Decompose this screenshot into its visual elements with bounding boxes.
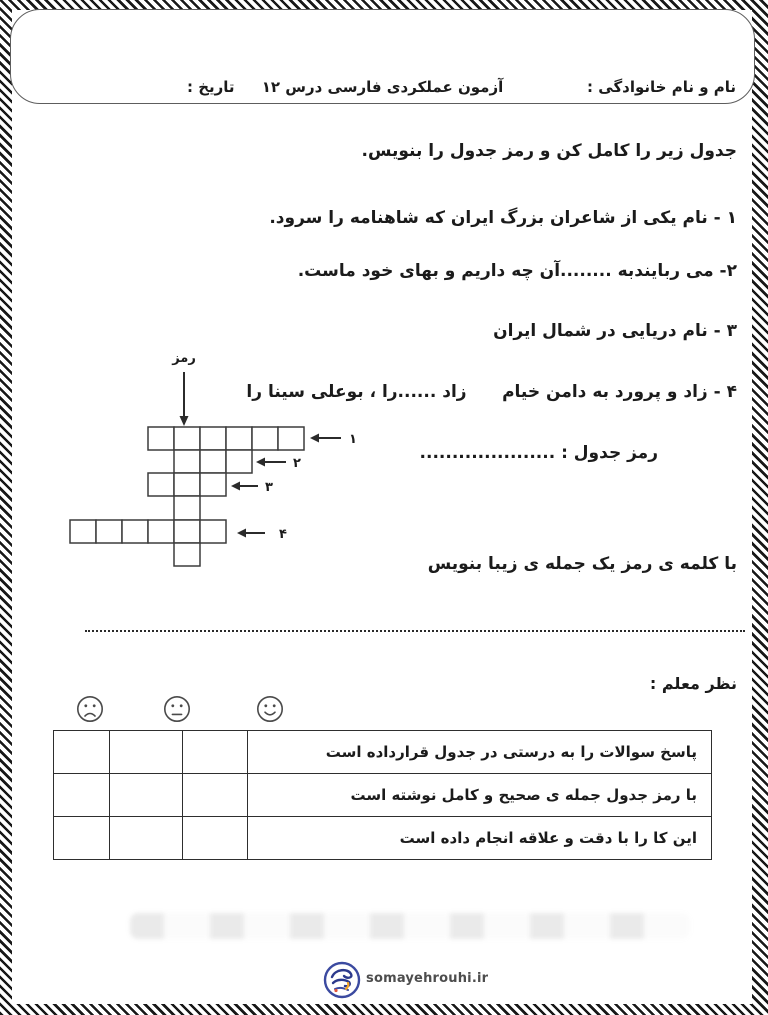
header-box <box>10 9 755 104</box>
site-url: somayehrouhi.ir <box>366 971 489 986</box>
happy-face-icon <box>256 695 284 723</box>
crossword-cell[interactable] <box>174 473 200 496</box>
mark-cell[interactable] <box>54 731 110 774</box>
crossword-cell[interactable] <box>226 450 252 473</box>
crossword-cell[interactable] <box>122 520 148 543</box>
sentence-prompt: با کلمه ی رمز یک جمله ی زیبا بنویس <box>427 554 737 574</box>
mark-cell[interactable] <box>183 731 248 774</box>
code-answer-line: رمز جدول : ..................... <box>419 443 658 463</box>
crossword-cell[interactable] <box>200 520 226 543</box>
row4-number: ۴ <box>279 527 287 542</box>
crossword-grid <box>55 345 370 580</box>
row2-number: ۲ <box>293 456 301 471</box>
crossword-cell[interactable] <box>96 520 122 543</box>
clue-3: ۳ - نام دریایی در شمال ایران <box>493 321 737 341</box>
crossword-cell[interactable] <box>174 520 200 543</box>
crossword-cell[interactable] <box>226 427 252 450</box>
neutral-face-icon <box>163 695 191 723</box>
clue-4: ۴ - زاد و پرورد به دامن خیام زاد ......را ، بوعلی سینا را <box>246 382 737 402</box>
sad-face-icon <box>76 695 104 723</box>
teacher-evaluation-table <box>53 730 712 860</box>
site-logo-icon <box>322 960 362 1000</box>
crossword-cell[interactable] <box>200 473 226 496</box>
row3-arrow-icon <box>231 482 258 491</box>
crossword-cell[interactable] <box>200 450 226 473</box>
mark-cell[interactable] <box>183 817 248 860</box>
crossword-cell[interactable] <box>174 427 200 450</box>
mark-cell[interactable] <box>110 774 183 817</box>
mark-cell[interactable] <box>183 774 248 817</box>
code-down-arrow-icon <box>180 372 189 426</box>
criterion-text: پاسخ سوالات را به درستی در جدول قرارداده است <box>248 731 712 774</box>
clue-2: ۲- می ربایندبه ........آن چه داریم و بهای خود ماست. <box>297 261 737 281</box>
mark-cell[interactable] <box>54 817 110 860</box>
crossword-cell[interactable] <box>70 520 96 543</box>
clue-1: ۱ - نام یکی از شاعران بزرگ ایران که شاهنامه را سرود. <box>269 208 737 228</box>
table-row <box>54 817 712 860</box>
crossword-cell[interactable] <box>148 473 174 496</box>
row1-arrow-icon <box>310 434 341 443</box>
mark-cell[interactable] <box>110 731 183 774</box>
dotted-answer-line <box>85 620 745 632</box>
row1-number: ۱ <box>349 432 357 447</box>
row3-number: ۳ <box>265 480 273 495</box>
instruction-line: جدول زیر را کامل کن و رمز جدول را بنویس. <box>361 141 737 161</box>
worksheet-title: آزمون عملکردی فارسی درس ۱۲ <box>261 78 504 96</box>
teacher-note-label: نظر معلم : <box>649 674 737 693</box>
row2-arrow-icon <box>256 458 286 467</box>
mark-cell[interactable] <box>110 817 183 860</box>
crossword-cell[interactable] <box>252 427 278 450</box>
table-row <box>54 731 712 774</box>
crossword-cell[interactable] <box>174 450 200 473</box>
table-row <box>54 774 712 817</box>
crossword-cell[interactable] <box>174 496 200 520</box>
criterion-text: این کا را با دقت و علاقه انجام داده است <box>248 817 712 860</box>
crossword-cell[interactable] <box>148 520 174 543</box>
crossword-cell[interactable] <box>200 427 226 450</box>
crossword-cell[interactable] <box>148 427 174 450</box>
mark-cell[interactable] <box>54 774 110 817</box>
row4-arrow-icon <box>237 529 265 538</box>
date-label: تاریخ : <box>187 78 235 96</box>
student-name-label: نام و نام خانوادگی : <box>587 78 736 96</box>
crossword-cell[interactable] <box>174 543 200 566</box>
criterion-text: با رمز جدول جمله ی صحیح و کامل نوشته است <box>248 774 712 817</box>
faint-watermark <box>130 913 690 939</box>
code-column-label: رمز <box>172 351 196 366</box>
crossword-cell[interactable] <box>278 427 304 450</box>
